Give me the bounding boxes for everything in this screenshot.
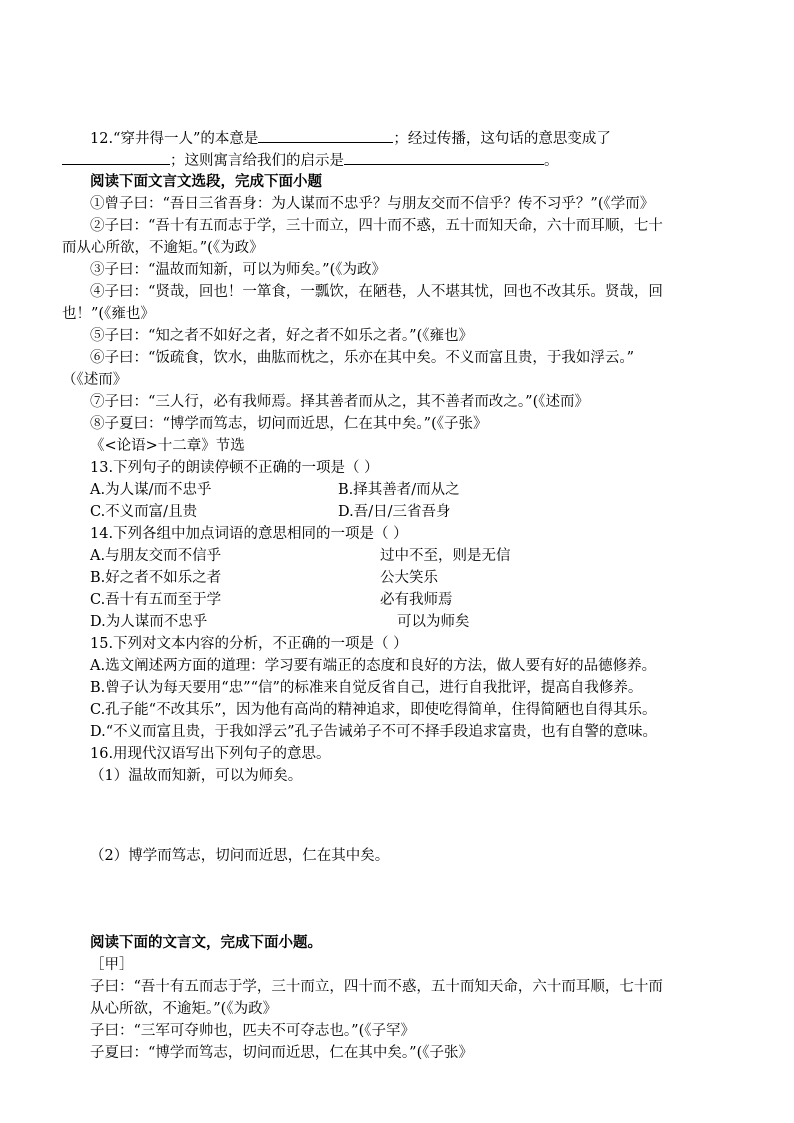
passage-line: ⑤子曰：“知之者不如好之者，好之者不如乐之者。”(《雍也》 — [90, 328, 473, 344]
q12-text-1: 12.“穿井得一人”的本意是 — [90, 131, 259, 147]
q15-option-b[interactable]: B.曾子认为每天要用“忠”“信”的标准来自觉反省自己，进行自我批评，提高自我修养。 — [90, 680, 643, 696]
passage-line: 子夏曰：“博学而笃志，切问而近思，仁在其中矣。”(《子张》 — [90, 1045, 473, 1061]
q12-text-4: 。 — [544, 153, 559, 169]
q12-answer-blank-2[interactable] — [62, 149, 170, 165]
section-2-label: ［甲］ — [90, 957, 134, 973]
section-1-heading: 阅读下面文言文选段，完成下面小题 — [90, 173, 322, 190]
passage-line: 子曰：“吾十有五而志于学，三十而立，四十而不惑，五十而知天命，六十而耳顺，七十而 — [90, 979, 663, 995]
question-15-stem: 15.下列对文本内容的分析，不正确的一项是（ ） — [90, 636, 408, 652]
q12-text-3: ；这则寓言给我们的启示是 — [170, 153, 344, 169]
q13-option-c[interactable]: C.不义而富/且贵 — [90, 504, 198, 520]
q14-option-b[interactable]: B.好之者不如乐之者 — [90, 570, 222, 586]
q13-option-b[interactable]: B.择其善者/而从之 — [338, 482, 460, 498]
q14-option-a[interactable]: A.与朋友交而不信乎 — [90, 548, 222, 564]
q14-option-d-pair: 可以为师矣 — [397, 614, 470, 630]
q12-answer-blank-1[interactable] — [258, 127, 393, 143]
passage-line: ⑦子曰：“三人行，必有我师焉。择其善者而从之，其不善者而改之。”(《述而》 — [90, 394, 589, 410]
q14-option-c[interactable]: C.吾十有五而至于学 — [90, 592, 222, 608]
passage-line: ③子曰：“温故而知新，可以为师矣。”(《为政》 — [90, 262, 386, 278]
passage-source: 《<论语>十二章》节选 — [90, 438, 245, 454]
passage-line: ⑧子夏曰：“博学而笃志，切问而近思，仁在其中矣。”(《子张》 — [90, 416, 488, 432]
question-13-stem: 13.下列句子的朗读停顿不正确的一项是（ ） — [90, 460, 379, 476]
q12-answer-blank-3[interactable] — [344, 149, 544, 165]
passage-line: 从心所欲，不逾矩。”(《为政》 — [90, 1001, 278, 1017]
section-2-heading: 阅读下面的文言文，完成下面小题。 — [90, 934, 322, 951]
q12-text-2: ；经过传播，这句话的意思变成了 — [393, 131, 611, 147]
passage-line: 子曰：“三军可夺帅也，匹夫不可夺志也。”(《子罕》 — [90, 1023, 415, 1039]
q15-option-d[interactable]: D.“不义而富且贵，于我如浮云”孔子告诫弟子不可不择手段追求富贵，也有自警的意味。 — [90, 724, 658, 740]
passage-line: ④子曰：“贤哉，回也！一箪食，一瓢饮，在陋巷，人不堪其忧，回也不改其乐。贤哉，回 — [90, 284, 663, 300]
q16-sentence-2: （2）博学而笃志，切问而近思，仁在其中矣。 — [90, 848, 390, 864]
question-14-stem: 14.下列各组中加点词语的意思相同的一项是（ ） — [90, 526, 408, 542]
q14-option-d[interactable]: D.为人谋而不忠乎 — [90, 614, 208, 630]
question-12-line-2 — [62, 149, 559, 172]
q15-option-c[interactable]: C.孔子能“不改其乐”，因为他有高尚的精神追求，即使吃得简单，住得简陋也自得其乐。 — [90, 702, 657, 718]
q13-option-a[interactable]: A.为人谋/而不忠乎 — [90, 482, 212, 498]
q13-option-d[interactable]: D.吾/日/三省吾身 — [338, 504, 451, 520]
q14-option-b-pair: 公大笑乐 — [380, 570, 438, 586]
question-16-stem: 16.用现代汉语写出下列句子的意思。 — [90, 746, 331, 762]
q16-sentence-1: （1）温故而知新，可以为师矣。 — [90, 768, 303, 784]
passage-line: 也！”(《雍也》 — [62, 306, 155, 322]
passage-line: 而从心所欲，不逾矩。”(《为政》 — [62, 240, 264, 256]
q14-option-a-pair: 过中不至，则是无信 — [380, 548, 511, 564]
question-12-line-1 — [90, 127, 611, 150]
passage-line: ①曾子曰：“吾日三省吾身：为人谋而不忠乎？与朋友交而不信乎？传不习乎？”(《学而》 — [90, 196, 655, 212]
passage-line: （《述而》 — [62, 372, 128, 388]
passage-line: ⑥子曰：“饭疏食，饮水，曲肱而枕之，乐亦在其中矣。不义而富且贵，于我如浮云。” — [90, 350, 635, 366]
q15-option-a[interactable]: A.选文阐述两方面的道理：学习要有端正的态度和良好的方法，做人要有好的品德修养。 — [90, 658, 657, 674]
passage-line: ②子曰：“吾十有五而志于学，三十而立，四十而不惑，五十而知天命，六十而耳顺，七十 — [90, 218, 663, 234]
q14-option-c-pair: 必有我师焉 — [380, 592, 453, 608]
